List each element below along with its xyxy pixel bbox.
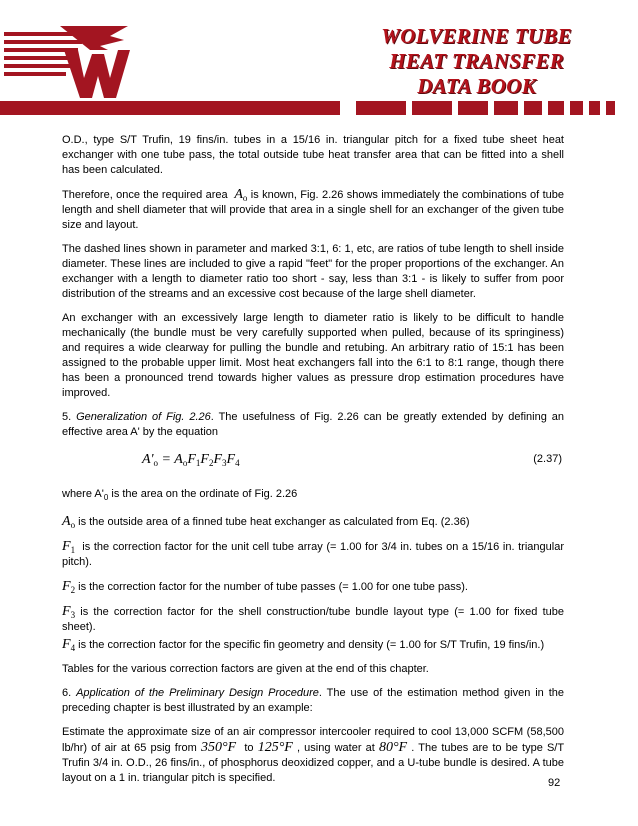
definition-f2: $F_2$ is the correction factor for the number of tube passes (= 1.00 for one tube pass). <box>62 579 468 596</box>
tables-note: Tables for the various correction factors are given at the end of this chapter. <box>62 663 429 676</box>
header-bar <box>458 101 488 115</box>
header-bar <box>494 101 518 115</box>
header-bar <box>356 101 406 115</box>
temperature-3: 80°F <box>378 740 408 756</box>
header-bar <box>0 101 340 115</box>
data-book-title <box>381 24 572 99</box>
paragraph-2: Therefore, once the required area $A_o$ is known, Fig. 2.26 shows immediately the combinations of tube length and shell diameter that will provide that area in a single shell for an exchanger of the given tube size and layout. <box>62 187 564 231</box>
where-line: where $A'_0$ is the area on the ordinate of Fig. 2.26 <box>62 488 298 503</box>
definition-f4: $F_4$ is the correction factor for the specific fin geometry and density (= 1.00 for S/T Trufin, 19 fins/in.) <box>62 637 545 654</box>
body-text <box>62 133 564 795</box>
header-bar <box>548 101 564 115</box>
title-line-2: HEAT TRANSFER <box>389 49 565 73</box>
temperature-1: 350°F <box>200 740 237 756</box>
definition-f1: $F_1$ is the correction factor for the unit cell tube array (= 1.00 for 3/4 in. tubes on a 15/16 in. triangular pitch). <box>62 539 564 569</box>
symbol-ao: $A_o$ <box>234 187 248 203</box>
header-bar-strip <box>0 101 638 115</box>
paragraph-7: Estimate the approximate size of an air compressor intercooler required to cool 13,000 SCFM (58,500 lb/hr) of air at 65 psig from 350°F to 125°F , using water at 80°F . The tubes are to be type S/T Trufin 3/4 in. O.D., 26 fins/in., of phosphorus deoxidized copper, and a U-tube bundle is desired. A tube layout on a 1 in. triangular pitch is specified. <box>62 726 565 785</box>
header-bar <box>606 101 615 115</box>
paragraph-1: O.D., type S/T Trufin, 19 fins/in. tubes in a 15/16 in. triangular pitch for a fixed tube sheet heat exchanger with one tube pass, the total outside tube heat transfer area that can be fitted into a shell has been calculated. <box>62 134 564 176</box>
header-bar <box>412 101 452 115</box>
header-bar <box>524 101 542 115</box>
paragraph-6: 6. Application of the Preliminary Design Procedure. The use of the estimation method given in the preceding chapter is best illustrated by an example: <box>62 687 564 715</box>
title-line-1: WOLVERINE TUBE <box>381 24 572 48</box>
title-line-3: DATA BOOK <box>417 74 537 98</box>
paragraph-4: An exchanger with an excessively large length to diameter ratio is likely to be difficult to handle mechanically (the bundle must be very carefully supported when pulled, because of its springiness) and requires a wide clearway for pulling the bundle and retubing. An arbitrary ratio of 15:1 has been assigned to the probable upper limit. Most heat exchangers fall into the 6:1 to 8:1 range, though there has been a pronounced trend towards higher values as pressure drop estimation procedures have improved. <box>62 312 564 399</box>
header-bar <box>570 101 583 115</box>
wolverine-w-logo-icon <box>0 20 130 100</box>
definition-ao: $A_o$ is the outside area of a finned tube heat exchanger as calculated from Eq. (2.36) <box>62 514 470 531</box>
equation-body: $A'_o = A_oF_1F_2F_3F_4$ <box>142 452 240 468</box>
paragraph-5: 5. Generalization of Fig. 2.26. The usefulness of Fig. 2.26 can be greatly extended by defining an effective area A' by the equation <box>62 411 564 438</box>
definition-f3: $F_3$ is the correction factor for the shell construction/tube bundle layout type (= 1.00 for fixed tube sheet). <box>62 604 564 634</box>
equation-2-37 <box>62 449 564 479</box>
equation-number: (2.37) <box>533 453 562 465</box>
paragraph-3: The dashed lines shown in parameter and marked 3:1, 6: 1, etc, are ratios of tube length to shell inside diameter. These lines are included to give a rapid "feet" for the proper proportions of the exchanger. An exchanger with a length to diameter ratio too short - say, less than 3:1 - is likely to suffer from poor distribution of the streams and an excessive cost because of the large shell diameter. <box>62 243 564 300</box>
temperature-2: 125°F <box>257 740 293 756</box>
page-number: 92 <box>548 777 561 789</box>
header-bar <box>589 101 600 115</box>
